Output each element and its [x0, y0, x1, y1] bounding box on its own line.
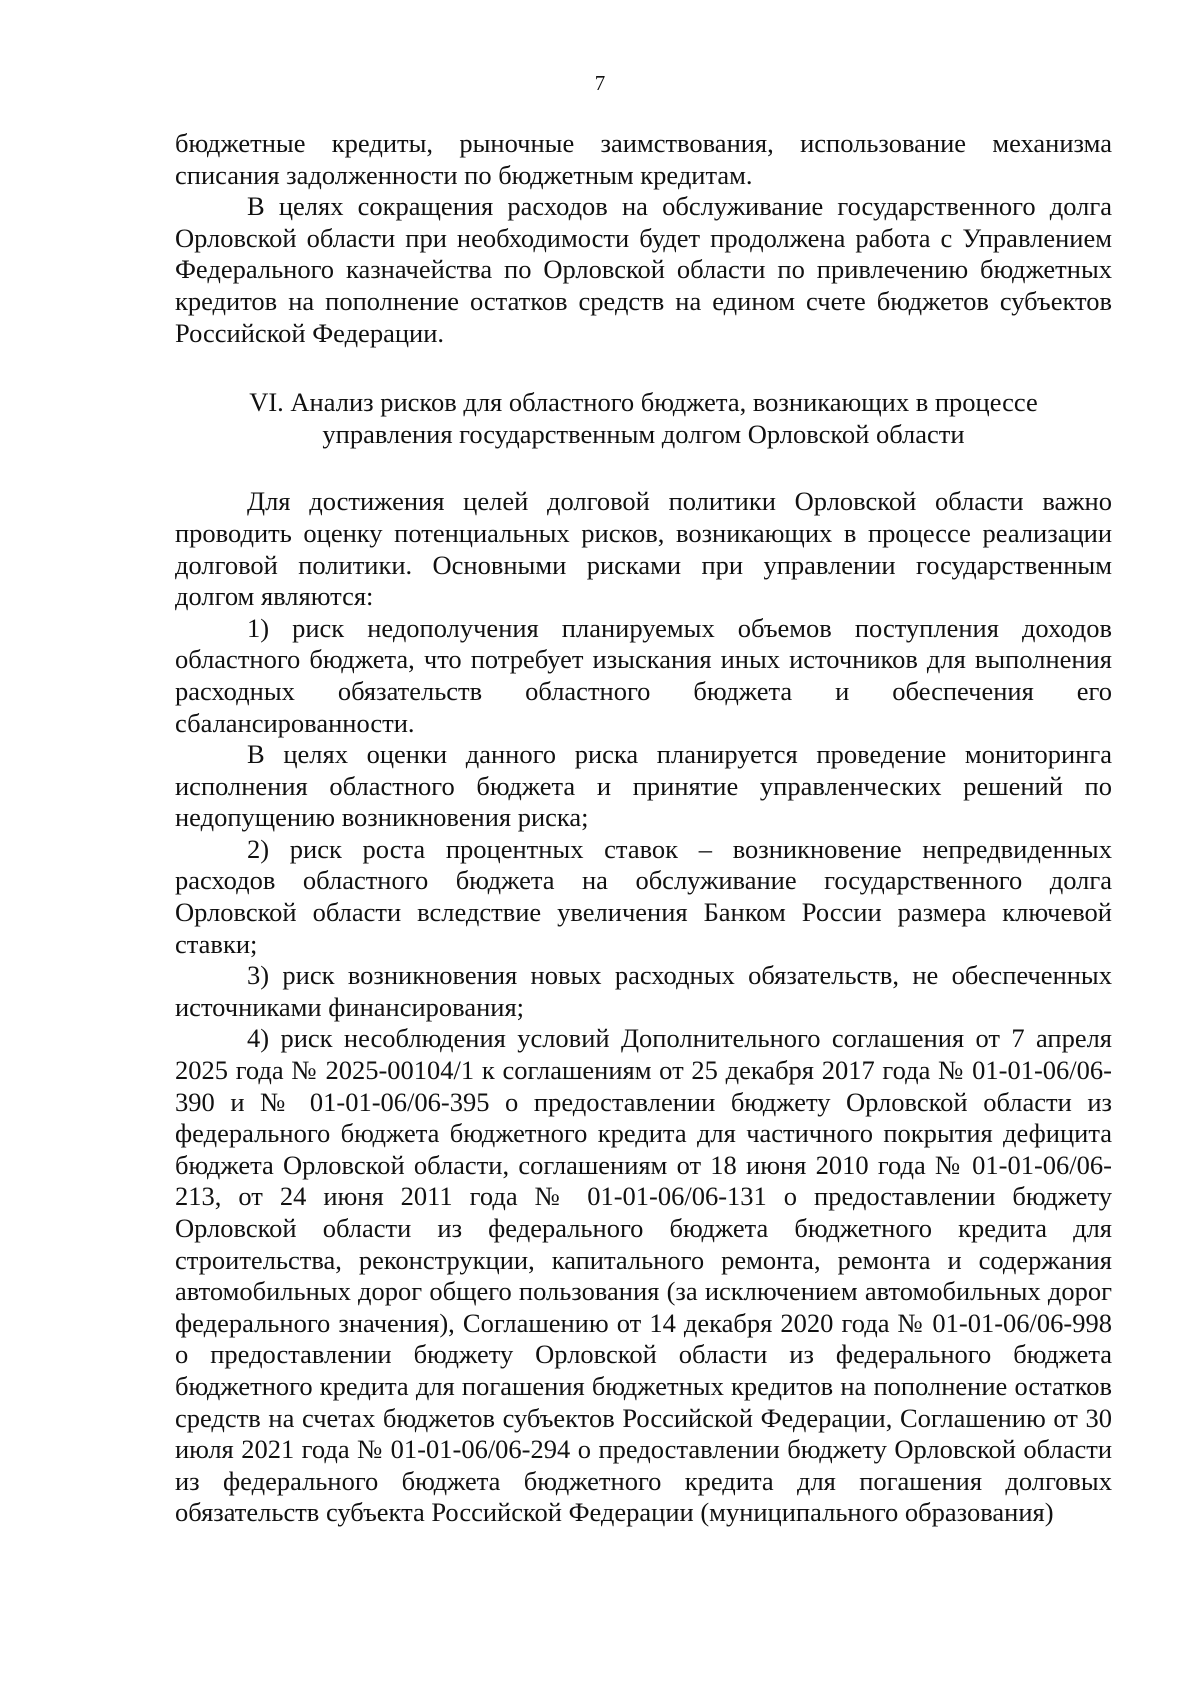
paragraph: 3) риск возникновения новых расходных обязательств, не обеспеченных источниками финансирования;: [175, 960, 1112, 1022]
spacer: [175, 349, 1112, 387]
paragraph: 4) риск несоблюдения условий Дополнительного соглашения от 7 апреля 2025 года № 2025-00104/1 к соглашениям от 25 декабря 2017 года № 01-01-06/06-390 и № 01-01-06/06-395 о предоставлении бюджету Орловской области из федерального бюджета бюджетного кредита для частичного покрытия дефицита бюджета Орловской области, соглашениям от 18 июня 2010 года № 01-01-06/06-213, от 24 июня 2011 года № 01-01-06/06-131 о предоставлении бюджету Орловской области из федерального бюджета бюджетного кредита для строительства, реконструкции, капитального ремонта, ремонта и содержания автомобильных дорог общего пользования (за исключением автомобильных дорог федерального значения), Соглашению от 14 декабря 2020 года № 01-01-06/06-998 о предоставлении бюджету Орловской области из федерального бюджета бюджетного кредита для погашения бюджетных кредитов на пополнение остатков средств на счетах бюджетов субъектов Российской Федерации, Соглашению от 30 июля 2021 года № 01-01-06/06-294 о предоставлении бюджету Орловской области из федерального бюджета бюджетного кредита для погашения долговых обязательств субъекта Российской Федерации (муниципального образования): [175, 1023, 1112, 1528]
paragraph: 1) риск недополучения планируемых объемов поступления доходов областного бюджета, что потребует изыскания иных источников для выполнения расходных обязательств областного бюджета и обеспечения его сбалансированности.: [175, 612, 1112, 738]
document-body: [175, 128, 1112, 1529]
paragraph: 2) риск роста процентных ставок – возникновение непредвиденных расходов областного бюджета на обслуживание государственного долга Орловской области вследствие увеличения Банком России размера ключевой ставки;: [175, 833, 1112, 959]
paragraph: бюджетные кредиты, рыночные заимствования, использование механизма списания задолженности по бюджетным кредитам.: [175, 128, 1112, 190]
section-heading-line: управления государственным долгом Орловской области: [322, 418, 965, 449]
paragraph: В целях сокращения расходов на обслуживание государственного долга Орловской области при необходимости будет продолжена работа с Управлением Федерального казначейства по Орловской области по привлечению бюджетных кредитов на пополнение остатков средств на едином счете бюджетов субъектов Российской Федерации.: [175, 191, 1112, 348]
paragraph: В целях оценки данного риска планируется проведение мониторинга исполнения областного бюджета и принятие управленческих решений по недопущению возникновения риска;: [175, 739, 1112, 833]
page-number: 7: [594, 71, 606, 95]
section-heading: [175, 387, 1112, 450]
paragraph: Для достижения целей долговой политики Орловской области важно проводить оценку потенциальных рисков, возникающих в процессе реализации долговой политики. Основными рисками при управлении государственным долгом являются:: [175, 486, 1112, 612]
spacer: [175, 450, 1112, 486]
section-heading-line: VI. Анализ рисков для областного бюджета, возникающих в процессе: [249, 387, 1038, 418]
